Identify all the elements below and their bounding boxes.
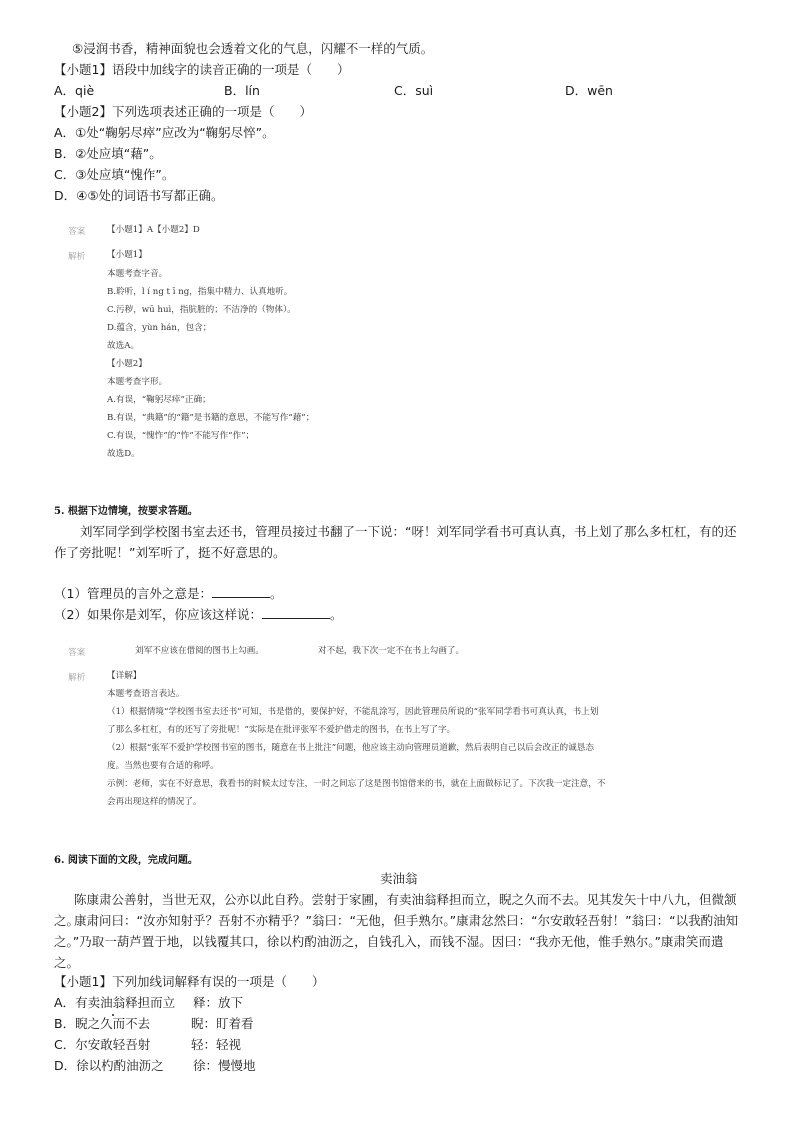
question-5-sub1: （1）管理员的言外之意是： 。 bbox=[54, 586, 283, 601]
q6-option-a-gloss: 释：放下 bbox=[193, 995, 244, 1010]
answer-label: 答案 bbox=[68, 648, 86, 658]
passage-line-5: ⑤浸润书香，精神面貌也会透着文化的气息，闪耀不一样的气质。 bbox=[72, 41, 434, 56]
answer-text-1: 刘军不应该在借阅的图书上勾画。 bbox=[135, 646, 264, 656]
q2-option-a: A．①处“鞠躬尽瘁”应改为“鞠躬尽悴”。 bbox=[54, 125, 275, 140]
q6-option-b: B．睨之久而不去 bbox=[54, 1016, 151, 1031]
analysis-line: D.蕴含，yùn hán，包含； bbox=[107, 323, 212, 333]
q1-option-d: D．wēn bbox=[565, 83, 613, 98]
passage-title: 卖油翁 bbox=[380, 871, 418, 886]
question-5-passage: 刘军同学到学校图书室去还书，管理员接过书翻了一下说：“呀！刘军同学看书可真认真，书上划了那么多杠杠，有的还作了旁批呢！”刘军听了，挺不好意思的。 bbox=[54, 524, 737, 560]
analysis-line: 本题考查字形。 bbox=[107, 377, 168, 387]
q1-option-b: B．lín bbox=[224, 83, 260, 98]
q6-option-b-gloss: 睨：盯着看 bbox=[191, 1016, 254, 1031]
question-5-sub2: （2）如果你是刘军，你应该这样说： 。 bbox=[54, 607, 343, 622]
q1-option-c: C．suì bbox=[394, 83, 434, 98]
q2-stem: 【小题2】下列选项表述正确的一项是（ ） bbox=[54, 104, 312, 119]
analysis-line: B.有误，“典籍”的“籍”是书籍的意思，不能写作“藉”； bbox=[107, 413, 315, 423]
passage-paragraph-2: 康肃问曰：“汝亦知射乎？吾射不亦精乎？”翁曰：“无他，但手熟尔。”康肃忿然曰：“尔安敢轻吾射！”翁曰：“以我酌油知之。”乃取一葫芦置于地，以钱覆其口，徐以杓酌油沥之，自钱孔入，而钱不湿。因曰：“我亦无他，惟手熟尔。”康肃笑而遣之。 bbox=[54, 913, 739, 970]
analysis-line: 示例：老师，实在不好意思，我看书的时候太过专注，一时之间忘了这是图书馆借来的书，就在上面做标记了。下次我一定注意，不 bbox=[107, 779, 606, 789]
analysis-line: 本题考查字音。 bbox=[107, 269, 168, 279]
analysis-line: （2）根据“张军不爱护学校图书室的图书，随意在书上批注”问题，他应该主动向管理员道歉，然后表明自己以后会改正的诚恳态 bbox=[107, 743, 594, 753]
question-5-heading: 5. 根据下边情境，按要求答题。 bbox=[54, 506, 198, 517]
analysis-line: 了那么多杠杠，有的还写了旁批呢！”实际是在批评张军不爱护借走的图书，在书上写了字。 bbox=[107, 725, 456, 735]
analysis-line: 会再出现这样的情况了。 bbox=[107, 797, 202, 807]
q2-option-d: D．④⑤处的词语书写都正确。 bbox=[54, 188, 224, 203]
analysis-line: 故选D。 bbox=[107, 449, 140, 459]
analysis-line: 【小题1】 bbox=[107, 250, 147, 260]
answer-blank-1[interactable] bbox=[212, 585, 270, 598]
q2-option-c: C．③处应填“愧作”。 bbox=[54, 167, 175, 182]
q1-stem: 【小题1】语段中加线字的读音正确的一项是（ ） bbox=[54, 62, 350, 77]
answer-text-2: 对不起，我下次一定不在书上勾画了。 bbox=[318, 646, 465, 656]
answer-label: 答案 bbox=[68, 227, 86, 237]
q6-option-d: D．徐以杓酌油沥之 bbox=[54, 1058, 164, 1073]
q6-option-a: A．有卖油翁释担而立 bbox=[54, 995, 176, 1010]
passage-paragraph-1: 陈康肃公善射，当世无双，公亦以此自矜。尝射于家圃，有卖油翁释担而立，睨之久而不去。见其发矢十中八九，但微颔之。 bbox=[54, 892, 737, 928]
analysis-line: C.有误，“愧怍”的“怍”不能写作“作”； bbox=[107, 431, 255, 441]
analysis-line: C.污秽，wū huì，指肮脏的；不洁净的（物体）。 bbox=[107, 305, 296, 315]
answer-blank-2[interactable] bbox=[262, 606, 330, 619]
analysis-label: 解析 bbox=[68, 673, 86, 683]
analysis-line: 故选A。 bbox=[107, 341, 139, 351]
analysis-line: 【小题2】 bbox=[107, 359, 147, 369]
analysis-label: 解析 bbox=[68, 252, 86, 262]
question-6-heading: 6. 阅读下面的文段，完成问题。 bbox=[54, 855, 198, 866]
q2-option-b: B．②处应填“藉”。 bbox=[54, 146, 162, 161]
q6-sub1-stem: 【小题1】下列加线词解释有误的一项是（ ） bbox=[54, 974, 325, 989]
q6-option-c: C．尔安敢轻吾射 bbox=[54, 1037, 151, 1052]
q6-option-d-gloss: 徐：慢慢地 bbox=[193, 1058, 256, 1073]
analysis-line: B.聆听，l í ng t ī ng，指集中精力、认真地听。 bbox=[107, 287, 293, 297]
q6-option-c-gloss: 轻：轻视 bbox=[191, 1037, 242, 1052]
q1-option-a: A．qiè bbox=[54, 83, 95, 98]
analysis-line: A.有误，“鞠躬尽瘁”正确； bbox=[107, 395, 211, 405]
analysis-line: （1）根据情境“学校图书室去还书”可知，书是借的，要保护好，不能乱涂写，因此管理员所说的“张军同学看书可真认真，书上划 bbox=[107, 707, 599, 717]
analysis-line: 度。当然也要有合适的称呼。 bbox=[107, 761, 219, 771]
answer-text: 【小题1】A【小题2】D bbox=[107, 225, 200, 235]
analysis-line: 本题考查语言表达。 bbox=[107, 689, 185, 699]
analysis-line: 【详解】 bbox=[107, 671, 142, 681]
